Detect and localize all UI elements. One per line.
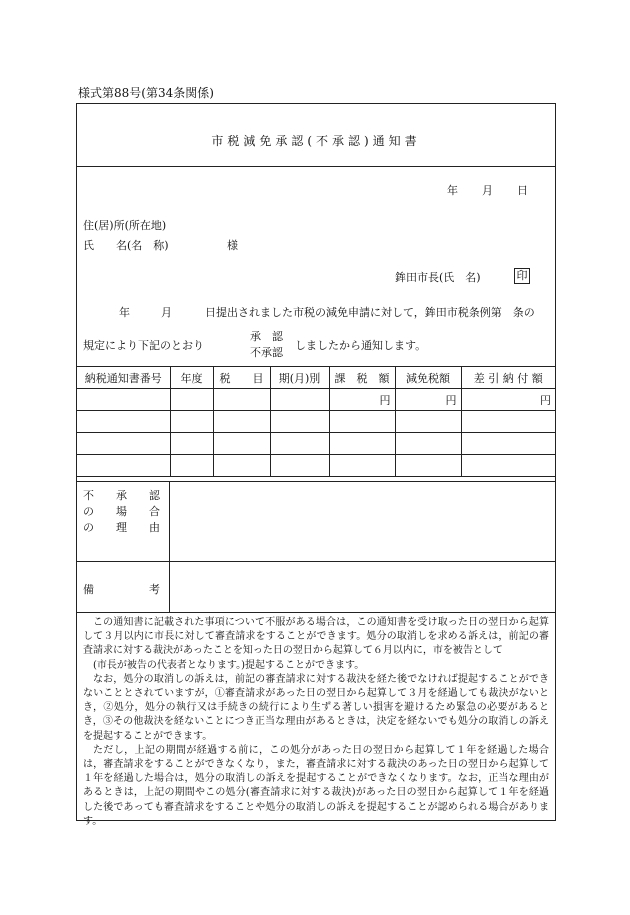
disapprove-option: 不承認	[250, 346, 283, 359]
table-row	[77, 389, 555, 411]
table-cell[interactable]	[170, 433, 213, 455]
table-cell[interactable]	[395, 455, 461, 477]
notice-form	[76, 103, 556, 827]
body-line1: 日提出されました市税の減免申請に対して，鉾田市税条例第 条の	[205, 306, 535, 319]
yen-unit: 円	[395, 389, 461, 411]
honorific: 様	[227, 239, 238, 252]
table-cell[interactable]	[77, 455, 170, 477]
reason-label-line: の 場 合	[83, 505, 160, 518]
table-cell[interactable]	[170, 411, 213, 433]
yen-unit: 円	[329, 389, 395, 411]
date-year: 年	[447, 184, 458, 197]
remarks-label: 備 考	[83, 583, 160, 596]
table-cell[interactable]	[395, 411, 461, 433]
note-paragraph: なお，処分の取消しの訴えは，前記の審査請求に対する裁決を経た後でなければ提起することができないこととされていますが，①審査請求があった日の翌日から起算して３月を経過しても裁決がないとき，②処分，処分の執行又は手続きの続行により生ずる著しい損害を避けるため緊急の必要があるとき，③その他裁決を経ないことにつき正当な理由があるときは，決定を経ないでも処分の取消しの訴えを提起することができます。	[83, 673, 549, 742]
table-cell[interactable]	[77, 411, 170, 433]
issuer-label: 鉾田市長(氏 名)	[395, 271, 481, 284]
date-day: 日	[517, 184, 528, 197]
table-cell[interactable]	[329, 433, 395, 455]
table-cell[interactable]	[270, 389, 329, 411]
table-cell[interactable]	[270, 433, 329, 455]
date-month: 月	[482, 184, 493, 197]
yen-unit: 円	[461, 389, 555, 411]
table-cell[interactable]	[213, 455, 270, 477]
reason-label-line: の 理 由	[83, 521, 160, 534]
title-row	[77, 104, 555, 167]
table-cell[interactable]	[213, 433, 270, 455]
col-assessed-amount: 課 税 額	[329, 367, 395, 389]
col-notice-number: 納税通知書番号	[77, 367, 170, 389]
address-label: 住(居)所(所在地)	[83, 219, 167, 232]
table-row	[77, 411, 555, 433]
name-label: 氏 名(名 称)	[83, 239, 169, 252]
table-cell[interactable]	[77, 433, 170, 455]
appeal-notes	[83, 616, 549, 829]
table-cell[interactable]	[270, 455, 329, 477]
table-header-row	[77, 367, 555, 389]
approve-option: 承 認	[250, 330, 283, 343]
table-cell[interactable]	[213, 389, 270, 411]
table-row	[77, 455, 555, 477]
table-cell[interactable]	[213, 411, 270, 433]
table-cell[interactable]	[170, 389, 213, 411]
seal-mark: 印	[514, 268, 530, 284]
table-cell[interactable]	[461, 455, 555, 477]
note-paragraph: この通知書に記載された事項について不服がある場合は，この通知書を受け取った日の翌日から起算して３月以内に市長に対して審査請求をすることができます。処分の取消しを求める訴えは，前記の審査請求に対する裁決があったことを知った日の翌日から起算して６月以内に，市を被告として	[83, 617, 549, 657]
tax-table	[77, 366, 555, 477]
col-period: 期(月)別	[270, 367, 329, 389]
col-net-payment: 差 引 納 付 額	[461, 367, 555, 389]
body-line2-suffix: しましたから通知します。	[295, 339, 427, 352]
table-cell[interactable]	[329, 411, 395, 433]
col-fiscal-year: 年度	[170, 367, 213, 389]
table-cell[interactable]	[329, 455, 395, 477]
table-cell[interactable]	[77, 389, 170, 411]
body-month: 月	[161, 306, 172, 319]
table-cell[interactable]	[395, 433, 461, 455]
table-cell[interactable]	[461, 411, 555, 433]
note-paragraph: ただし，上記の期間が経過する前に，この処分があった日の翌日から起算して１年を経過した場合は，審査請求をすることができなくなり，また，審査請求に対する裁決のあった日の翌日から起算して１年を経過した場合は，処分の取消しの訴えを提起することができなくなります。なお，正当な理由があるときは，上記の期間やこの処分(審査請求に対する裁決)があった日の翌日から起算して１年を経過した後であっても審査請求をすることや処分の取消しの訴えを提起することが認められる場合があります。	[83, 744, 549, 827]
body-line2-prefix: 規定により下記のとおり	[83, 339, 204, 352]
remarks-section	[77, 561, 555, 613]
remarks-label-box	[77, 562, 170, 612]
note-paragraph: (市長が被告の代表者となります。)提起することができます。	[93, 659, 365, 671]
col-reduction-amount: 減免税額	[395, 367, 461, 389]
body-year: 年	[119, 306, 130, 319]
reason-section	[77, 481, 555, 562]
table-cell[interactable]	[461, 433, 555, 455]
form-number: 様式第88号(第34条関係)	[78, 86, 214, 100]
table-row	[77, 433, 555, 455]
col-tax-item: 税 目	[213, 367, 270, 389]
document-title: 市税減免承認(不承認)通知書	[211, 134, 421, 148]
reason-label-line: 不 承 認	[83, 489, 160, 502]
reason-label	[77, 482, 170, 562]
table-cell[interactable]	[270, 411, 329, 433]
table-cell[interactable]	[170, 455, 213, 477]
